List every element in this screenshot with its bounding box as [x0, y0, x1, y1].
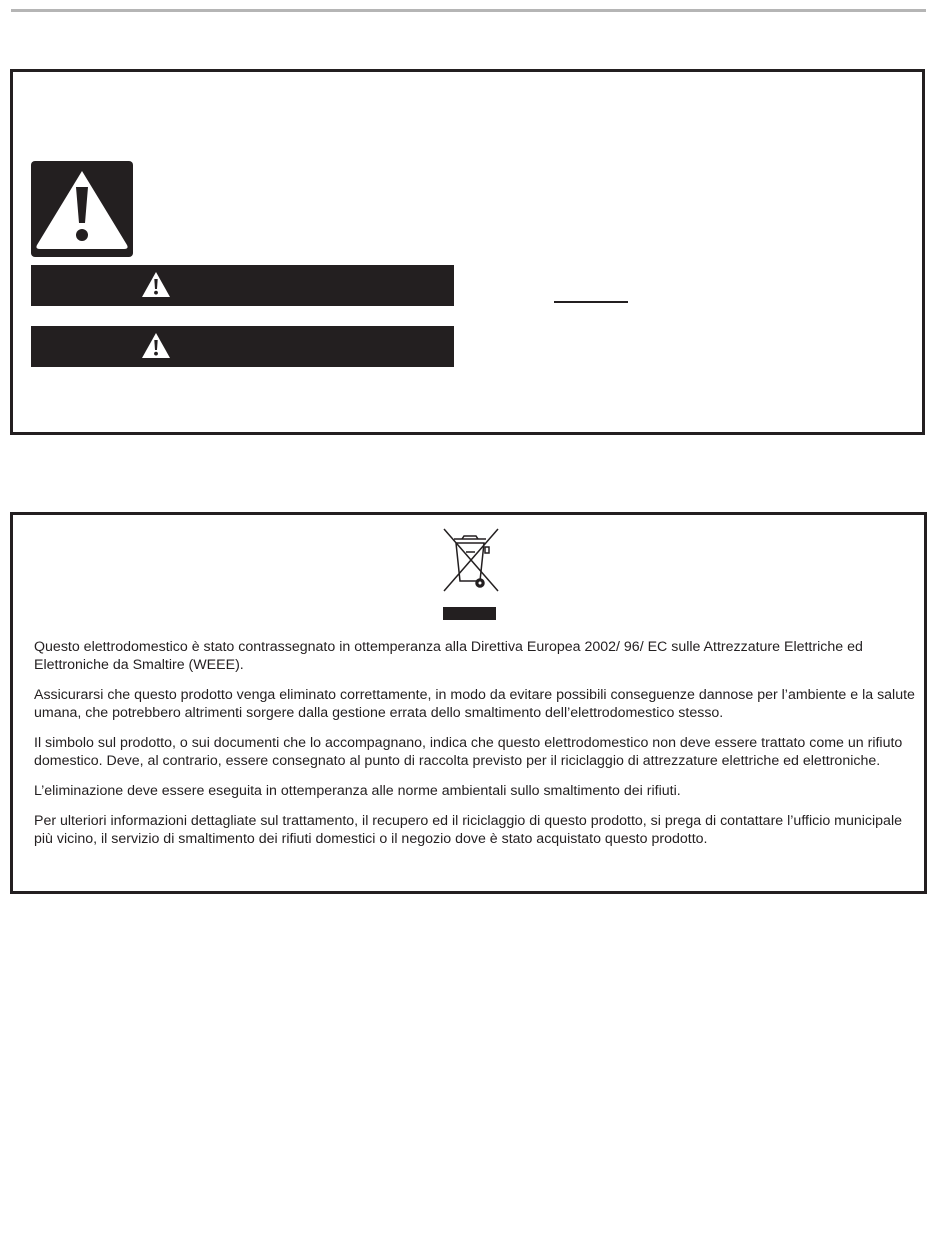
weee-text-block [34, 638, 919, 860]
warning-triangle-icon [31, 161, 133, 257]
weee-paragraph: L’eliminazione deve essere eseguita in ottemperanza alle norme ambientali sullo smaltimento dei rifiuti. [34, 783, 681, 799]
underline-mark [554, 301, 628, 303]
weee-paragraph: Per ulteriori informazioni dettagliate sul trattamento, il recupero ed il riciclaggio di questo prodotto, si prega di contattare l’ufficio municipale più vicino, il servizio di smaltimento dei rifiuti domestici o il negozio dove è stato acquistato questo prodotto. [34, 813, 902, 847]
warning-triangle-icon [141, 271, 171, 298]
weee-paragraph: Assicurarsi che questo prodotto venga eliminato correttamente, in modo da evitare possibili conseguenze dannose per l’ambiente e la salute umana, che potrebbero altrimenti sorgere dalla gestione errata dello smaltimento dell’elettrodomestico stesso. [34, 687, 915, 721]
weee-paragraph: Questo elettrodomestico è stato contrassegnato in ottemperanza alla Direttiva Europea 2002/ 96/ EC sulle Attrezzature Elettriche ed Elettroniche da Smaltire (WEEE). [34, 639, 863, 673]
top-divider-rule [11, 9, 926, 12]
safety-notice-box [10, 69, 925, 435]
crossed-out-wheelie-bin-icon [442, 527, 500, 595]
weee-bar [443, 607, 496, 620]
weee-disposal-box [10, 512, 927, 894]
signal-word-bar-warning [31, 326, 454, 367]
signal-word-bar-danger [31, 265, 454, 306]
weee-paragraph: Il simbolo sul prodotto, o sui documenti che lo accompagnano, indica che questo elettrodomestico non deve essere trattato come un rifiuto domestico. Deve, al contrario, essere consegnato al punto di raccolta previsto per il riciclaggio di attrezzature elettriche ed elettroniche. [34, 735, 903, 769]
warning-triangle-icon [141, 332, 171, 359]
